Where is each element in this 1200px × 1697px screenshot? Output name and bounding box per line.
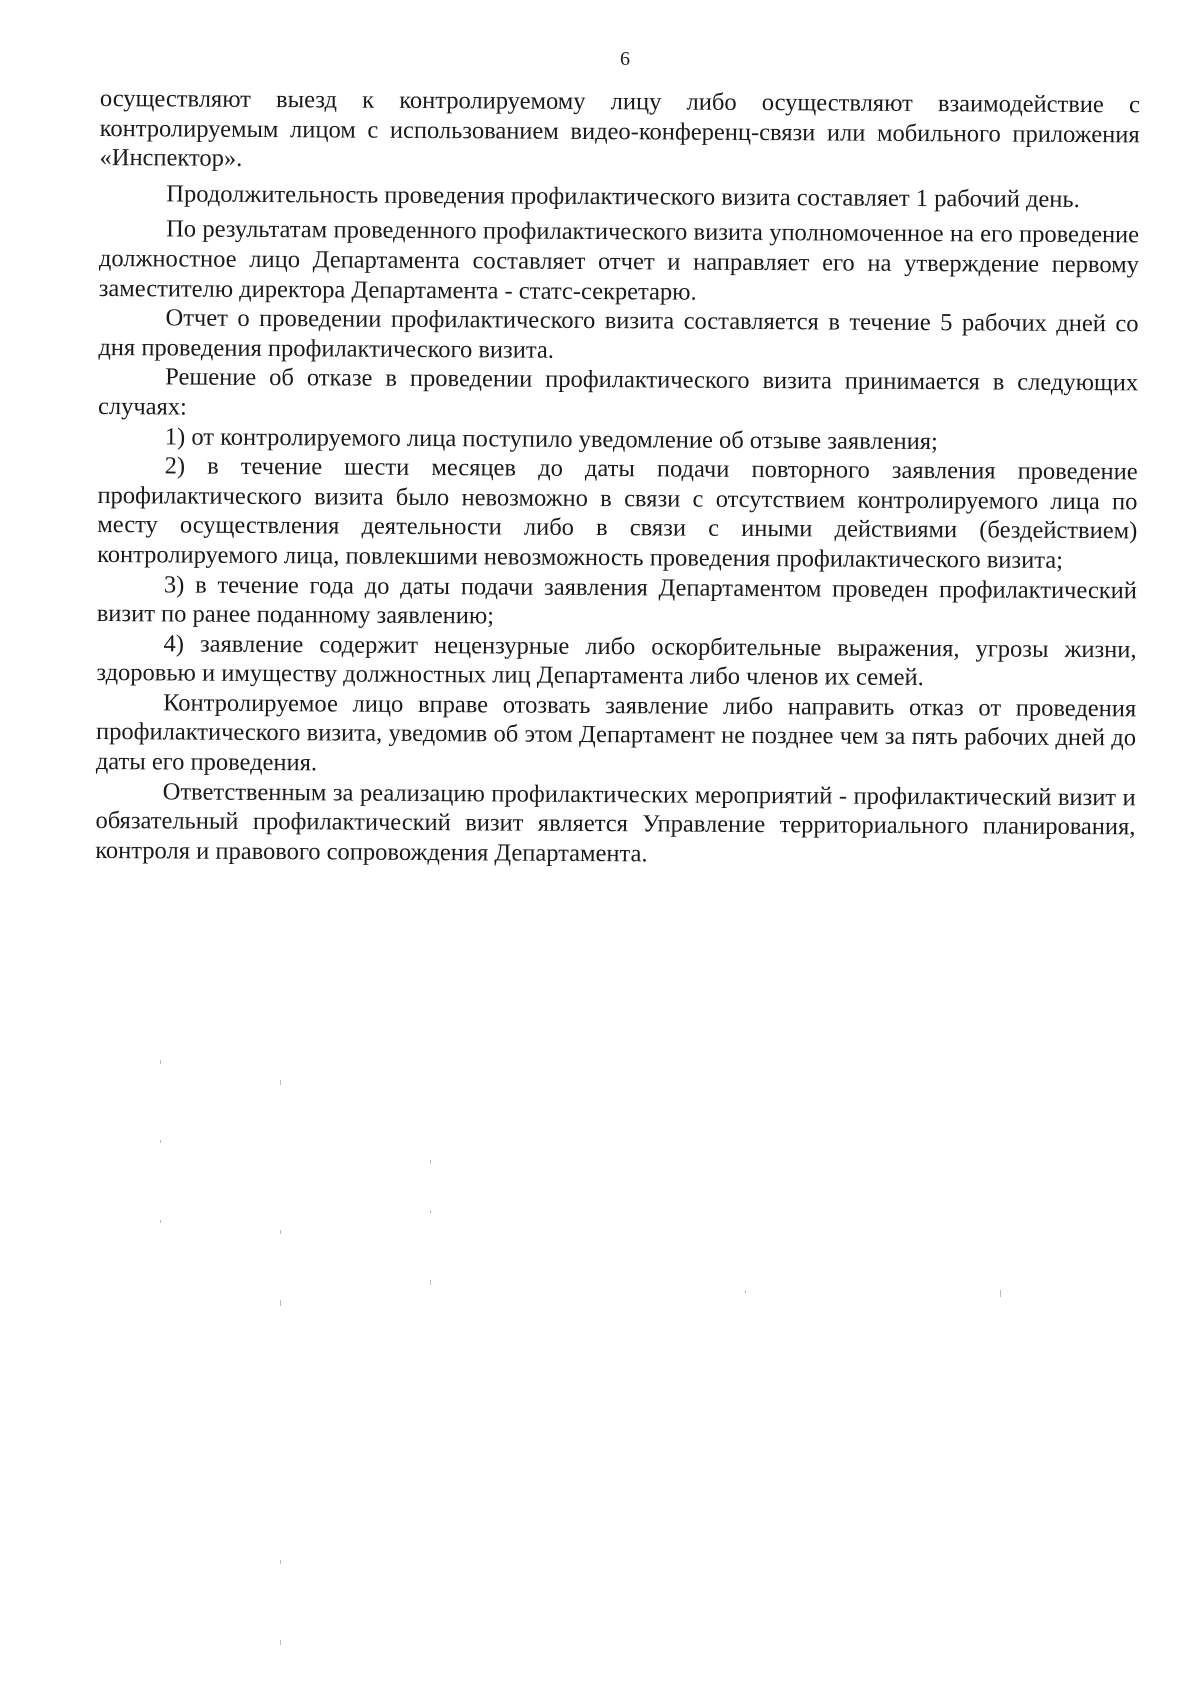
paragraph-responsible-unit: Ответственным за реализацию профилактических мероприятий - профилактический визит и обязательный профилактический визит является Управление территориального планирования, контроля и правового сопровождения Департамента. — [95, 778, 1136, 868]
paragraph-report-deadline: Отчет о проведении профилактического визита составляется в течение 5 рабочих дней со дня проведения профилактического визита. — [98, 304, 1139, 364]
document-body — [95, 84, 1140, 872]
paragraph-visit-results: По результатам проведенного профилактического визита уполномоченное на его проведение должностное лицо Департамента составляет отчет и направляет его на утверждение первому заместителю директора Департамента - статс-секретарю. — [98, 215, 1140, 306]
paragraph-visit-duration: Продолжительность проведения профилактического визита составляет 1 рабочий день. — [166, 180, 1080, 213]
list-item-4: 4) заявление содержит нецензурные либо оскорбительные выражения, угрозы жизни, здоровью и имуществу должностных лиц Департамента либо членов их семей. — [96, 630, 1137, 692]
paragraph-continuation: осуществляют выезд к контролируемому лицу либо осуществляют взаимодействие с контролируемым лицом с использованием видео-конференц-связи или мобильного приложения «Инспектор». — [99, 84, 1140, 173]
paragraph-refusal-cases: Решение об отказе в проведении профилактического визита принимается в следующих случаях: — [97, 363, 1139, 421]
list-item-2: 2) в течение шести месяцев до даты подачи повторного заявления проведение профилактического визита было невозможно в связи с отсутствием контролируемого лица по месту осуществления деятельности либо в связи с иными действиями (бездействием) контролируемого лица, повлекшими невозможность проведения профилактического визита; — [97, 452, 1138, 574]
page-number: 6 — [620, 48, 630, 70]
list-item-1: 1) от контролируемого лица поступило уведомление об отзыве заявления; — [164, 422, 938, 455]
paragraph-withdrawal: Контролируемое лицо вправе отозвать заявление либо направить отказ от проведения профилактического визита, уведомив об этом Департамент не позднее чем за пять рабочих дней до даты его проведения. — [95, 689, 1137, 777]
list-item-3: 3) в течение года до даты подачи заявления Департаментом проведен профилактический визит по ранее поданному заявлению; — [96, 570, 1138, 630]
